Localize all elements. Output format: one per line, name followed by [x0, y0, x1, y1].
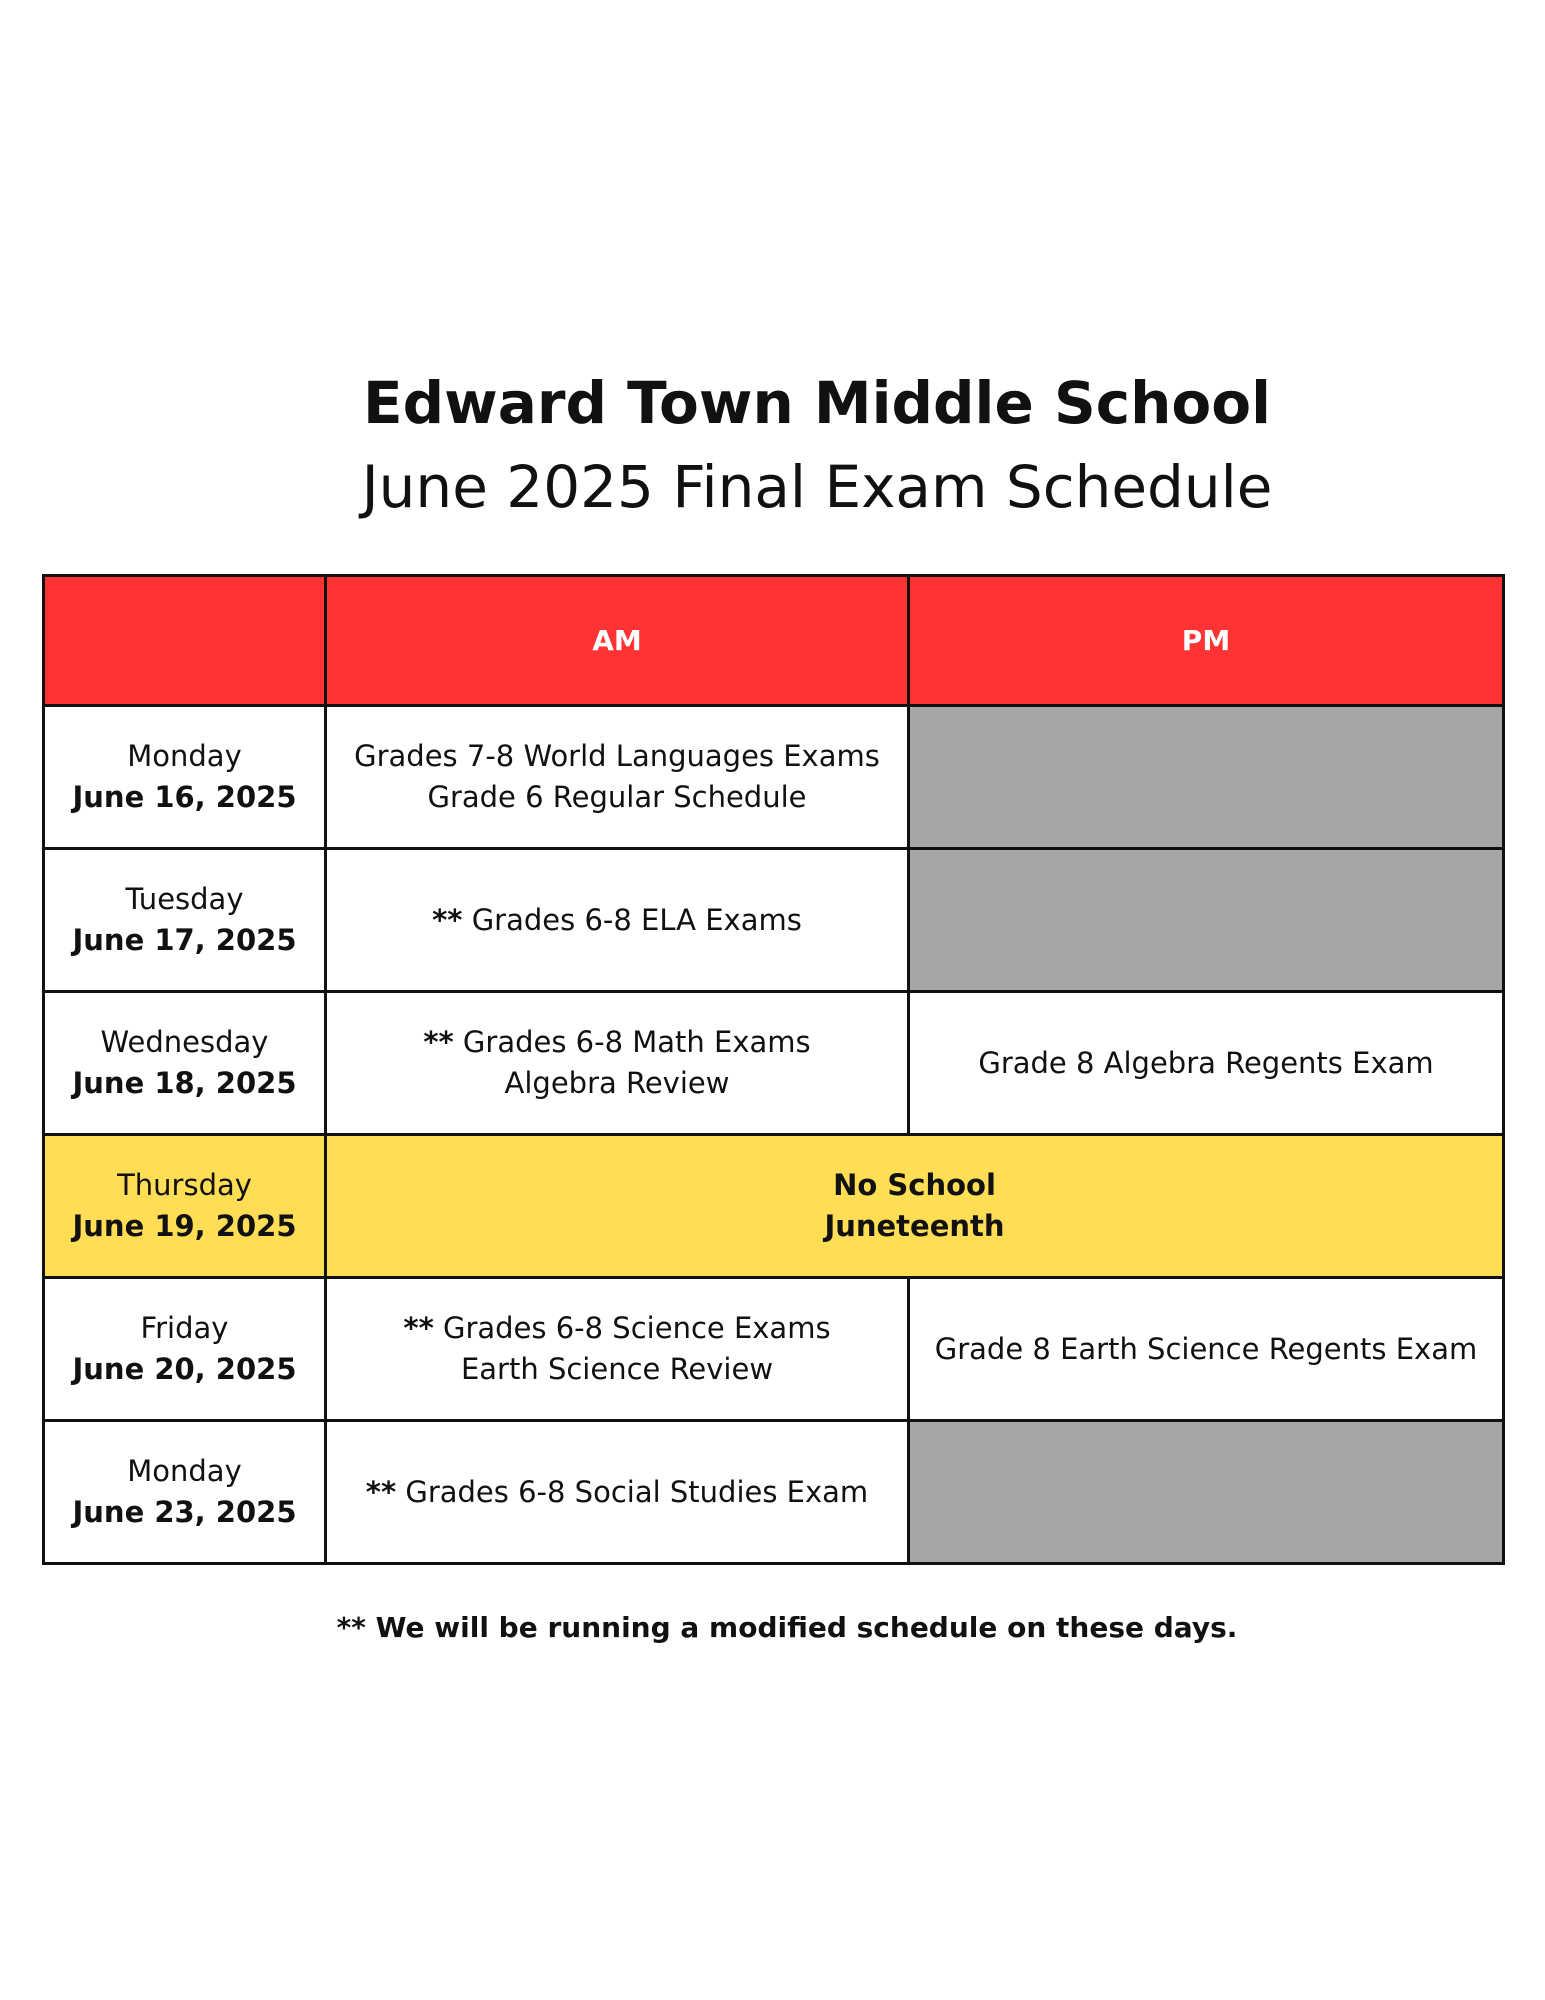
am-text: Grades 6-8 Science Exams	[442, 1311, 831, 1345]
table-row	[44, 992, 1504, 1135]
modified-schedule-marker: **	[365, 1474, 397, 1509]
table-row	[44, 706, 1504, 849]
day-cell	[44, 1421, 326, 1564]
day-cell	[44, 992, 326, 1135]
header-day-cell	[44, 576, 326, 706]
modified-schedule-marker: **	[432, 902, 463, 937]
am-text: Grades 6-8 ELA Exams	[471, 902, 802, 937]
holiday-line-2: Juneteenth	[824, 1209, 1005, 1243]
pm-cell-empty	[909, 706, 1504, 849]
am-line-1	[333, 1022, 901, 1063]
am-cell	[326, 1278, 909, 1421]
weekday: Tuesday	[125, 882, 244, 916]
pm-cell: Grade 8 Earth Science Regents Exam	[909, 1278, 1504, 1421]
weekday: Friday	[140, 1311, 229, 1345]
header-am-cell: AM	[326, 576, 909, 706]
holiday-line-1: No School	[833, 1168, 996, 1202]
weekday: Thursday	[117, 1168, 252, 1202]
pm-cell-empty	[909, 1421, 1504, 1564]
day-cell	[44, 1135, 326, 1278]
exam-schedule-table	[42, 574, 1505, 1565]
day-cell	[44, 706, 326, 849]
weekday: Wednesday	[100, 1025, 269, 1059]
am-text: Grades 6-8 Math Exams	[462, 1025, 811, 1059]
am-cell	[326, 1421, 909, 1564]
am-cell	[326, 992, 909, 1135]
pm-cell-empty	[909, 849, 1504, 992]
date: June 19, 2025	[72, 1209, 297, 1243]
table-header-row	[44, 576, 1504, 706]
table-row	[44, 849, 1504, 992]
am-line-1	[333, 900, 901, 941]
am-line-2: Grade 6 Regular Schedule	[427, 780, 807, 814]
day-cell	[44, 849, 326, 992]
am-cell	[326, 849, 909, 992]
date: June 17, 2025	[72, 923, 297, 957]
table-row	[44, 1421, 1504, 1564]
am-cell	[326, 706, 909, 849]
school-name: Edward Town Middle School	[362, 369, 1271, 437]
am-line-1	[333, 1308, 901, 1349]
date: June 18, 2025	[72, 1066, 297, 1100]
schedule-title: June 2025 Final Exam Schedule	[361, 453, 1273, 521]
am-text: Grades 6-8 Social Studies Exam	[405, 1474, 869, 1509]
day-cell	[44, 1278, 326, 1421]
pm-cell: Grade 8 Algebra Regents Exam	[909, 992, 1504, 1135]
modified-schedule-marker: **	[403, 1311, 434, 1345]
date: June 16, 2025	[72, 780, 297, 814]
table-row-holiday	[44, 1135, 1504, 1278]
am-line-2: Algebra Review	[504, 1066, 730, 1100]
am-line-2: Earth Science Review	[460, 1352, 774, 1386]
date: June 20, 2025	[72, 1352, 297, 1386]
footnote: ** We will be running a modified schedule on these days.	[336, 1611, 1238, 1644]
weekday: Monday	[127, 1454, 242, 1488]
date: June 23, 2025	[72, 1495, 297, 1529]
header-pm-cell: PM	[909, 576, 1504, 706]
am-line-1	[333, 1472, 901, 1513]
weekday: Monday	[127, 739, 242, 773]
am-line-1: Grades 7-8 World Languages Exams	[354, 739, 880, 773]
modified-schedule-marker: **	[423, 1025, 454, 1059]
holiday-cell	[326, 1135, 1504, 1278]
table-row	[44, 1278, 1504, 1421]
